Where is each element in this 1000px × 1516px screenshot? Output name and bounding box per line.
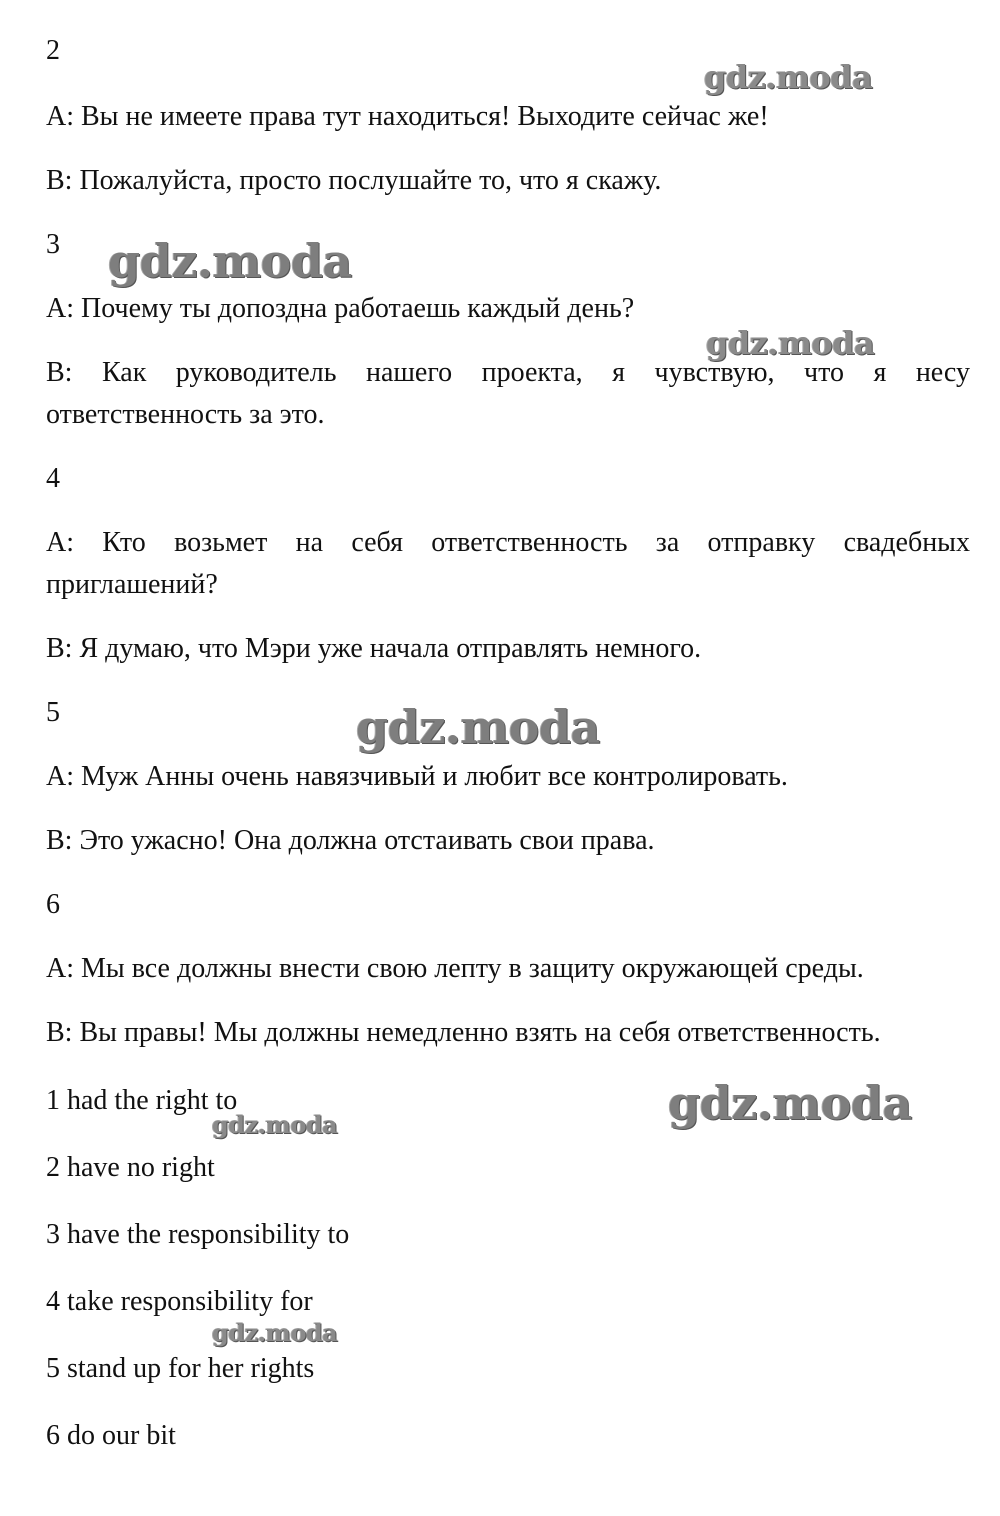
watermark: gdz.moda <box>108 234 352 288</box>
dialogue-line-a: A: Мы все должны внести свою лепту в защиту окружающей среды. <box>46 953 864 984</box>
dialogue-line-a: A: Вы не имеете права тут находиться! Выходите сейчас же! <box>46 101 769 132</box>
answer-item: 5 stand up for her rights <box>46 1353 315 1384</box>
answer-item: 1 had the right to <box>46 1085 238 1116</box>
answer-item: 2 have no right <box>46 1152 215 1183</box>
watermark: gdz.moda <box>704 58 873 96</box>
watermark: gdz.moda <box>212 1318 338 1347</box>
block-number: 6 <box>46 889 60 920</box>
dialogue-line-b: B: Как руководитель нашего проекта, я чувствую, что я несу ответственность за это. <box>46 357 970 430</box>
watermark: gdz.moda <box>212 1110 338 1139</box>
answer-item: 4 take responsibility for <box>46 1286 313 1317</box>
dialogue-line-b: B: Пожалуйста, просто послушайте то, что я скажу. <box>46 165 662 196</box>
dialogue-line-b: B: Вы правы! Мы должны немедленно взять на себя ответственность. <box>46 1017 881 1048</box>
answer-item: 3 have the responsibility to <box>46 1219 350 1250</box>
dialogue-line-a: A: Кто возьмет на себя ответственность за отправку свадебных приглашений? <box>46 527 970 600</box>
dialogue-line-a: A: Муж Анны очень навязчивый и любит все контролировать. <box>46 761 788 792</box>
watermark: gdz.moda <box>356 700 600 754</box>
answer-item: 6 do our bit <box>46 1420 176 1451</box>
block-number: 2 <box>46 35 60 66</box>
watermark: gdz.moda <box>706 324 875 362</box>
watermark: gdz.moda <box>668 1076 912 1130</box>
dialogue-line-b: B: Я думаю, что Мэри уже начала отправлять немного. <box>46 633 702 664</box>
block-number: 4 <box>46 463 60 494</box>
block-number: 5 <box>46 697 60 728</box>
dialogue-line-a: A: Почему ты допоздна работаешь каждый день? <box>46 293 635 324</box>
block-number: 3 <box>46 229 60 260</box>
dialogue-line-b: B: Это ужасно! Она должна отстаивать свои права. <box>46 825 655 856</box>
